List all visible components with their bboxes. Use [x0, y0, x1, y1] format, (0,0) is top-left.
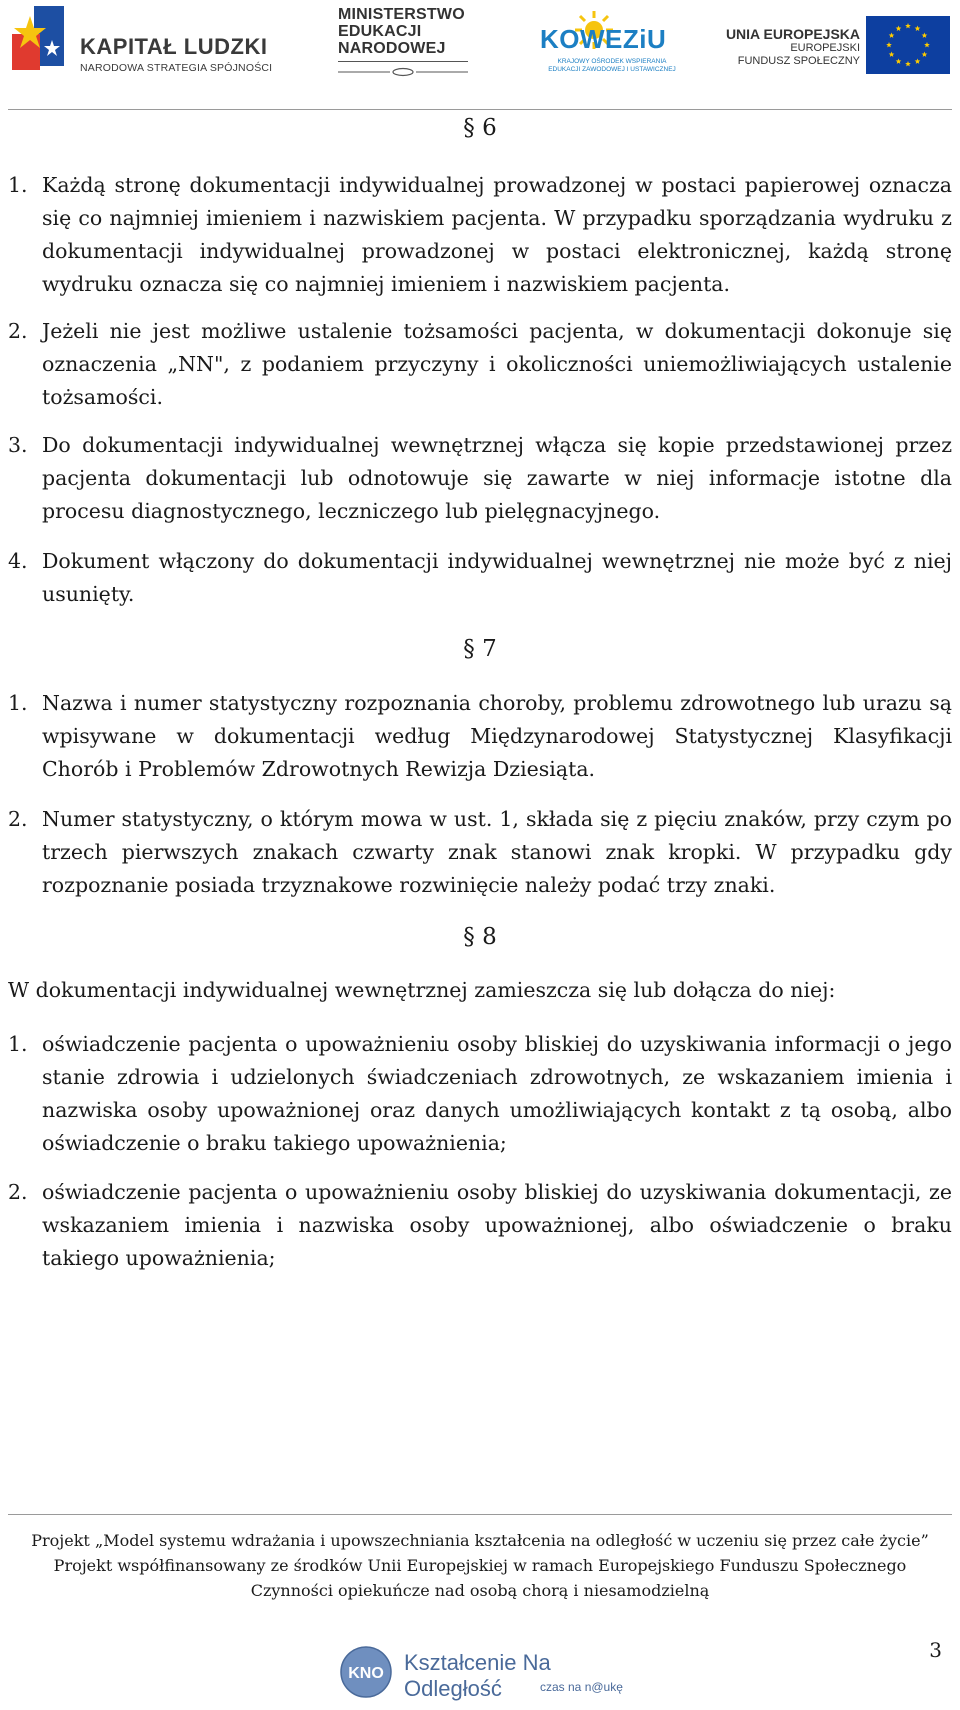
page-number: 3 — [929, 1638, 942, 1662]
section-7-item-1 — [8, 687, 952, 786]
kno-mark-text: KNO — [348, 1665, 384, 1682]
footer-funding-line: Projekt współfinansowany ze środków Unii Europejskiej w ramach Europejskiego Funduszu Społecznego — [53, 1556, 907, 1575]
kno-globe-icon — [340, 1646, 392, 1698]
kno-logo-subtitle: czas na n@ukę — [540, 1680, 623, 1694]
item-text: Numer statystyczny, o którym mowa w ust. 1, składa się z pięciu znaków, przy czym po trzech pierwszych znakach czwarty znak stanowi znak kropki. W przypadku gdy rozpoznanie posiada trzyznakowe rozwinięcie należy podać trzy znaki. — [42, 807, 952, 897]
ue-line1: UNIA EUROPEJSKA — [725, 26, 860, 42]
ue-line2: EUROPEJSKI — [790, 42, 860, 54]
item-text: Dokument włączony do dokumentacji indywidualnej wewnętrznej nie może być z niej usunięty. — [42, 549, 952, 606]
koweziu-subtitle-line2: EDUKACJI ZAWODOWEJ I USTAWICZNEJ — [548, 66, 676, 73]
kno-logo-title: Kształcenie Na Odległość — [404, 1650, 551, 1701]
section-6-item-4 — [8, 545, 952, 611]
header-divider — [8, 109, 952, 110]
eagle-ornament-icon — [338, 67, 468, 77]
kapital-ludzki-subtitle: NARODOWA STRATEGIA SPÓJNOŚCI — [80, 62, 273, 74]
ue-line3: FUNDUSZ SPOŁECZNY — [737, 55, 860, 67]
kapital-ludzki-title: KAPITAŁ LUDZKI — [80, 34, 268, 59]
kapital-ludzki-star-icon — [8, 6, 66, 74]
section-8-heading: § 8 — [463, 924, 497, 950]
koweziu-logo — [540, 6, 680, 102]
ue-logo — [720, 6, 952, 102]
ministerstwo-line3: NARODOWEJ — [338, 40, 446, 57]
ministerstwo-line2: EDUKACJI — [338, 23, 422, 40]
item-text: Każdą stronę dokumentacji indywidualnej prowadzonej w postaci papierowej oznacza się co najmniej imieniem i nazwiskiem pacjenta. W przypadku sporządzania wydruku z dokumentacji indywidualnej prowadzonej w postaci elektronicznej, każdą stronę wydruku oznacza się co najmniej imieniem i nazwiskiem pacjenta. — [42, 173, 952, 296]
item-number: 1. — [8, 173, 28, 197]
item-text: Jeżeli nie jest możliwe ustalenie tożsamości pacjenta, w dokumentacji dokonuje się oznaczenia „NN", z podaniem przyczyny i okoliczności uniemożliwiających ustalenie tożsamości. — [42, 319, 952, 409]
section-6-heading: § 6 — [463, 115, 497, 141]
koweziu-subtitle — [542, 58, 682, 74]
page-header — [0, 0, 960, 110]
footer-divider — [8, 1514, 952, 1515]
item-number: 1. — [8, 1032, 28, 1056]
section-7-heading: § 7 — [463, 636, 497, 662]
ministerstwo-logo — [338, 6, 478, 102]
item-text: oświadczenie pacjenta o upoważnieniu osoby bliskiej do uzyskiwania dokumentacji, ze wskazaniem imienia i nazwiska osoby upoważnionej, albo oświadczenie o braku takiego upoważnienia; — [42, 1180, 952, 1270]
ministerstwo-divider — [338, 61, 468, 62]
item-number: 2. — [8, 1180, 28, 1204]
section-8-intro: W dokumentacji indywidualnej wewnętrznej zamieszcza się lub dołącza do niej: — [8, 978, 836, 1002]
ministerstwo-line1: MINISTERSTWO — [338, 6, 465, 23]
eu-flag-icon — [866, 16, 950, 74]
item-text: Do dokumentacji indywidualnej wewnętrznej włącza się kopie przedstawionej przez pacjenta dokumentacji lub odnotowuje się zawarte w niej informacje istotne dla procesu diagnostycznego, leczniczego lub pielęgnacyjnego. — [42, 433, 952, 523]
section-6-item-2 — [8, 315, 952, 414]
ksztalcenie-na-odleglosc-logo — [340, 1642, 640, 1702]
koweziu-name: KOWEZiU — [540, 24, 667, 54]
kapital-ludzki-logo — [8, 6, 308, 102]
section-8-item-2 — [8, 1176, 952, 1275]
item-text: Nazwa i numer statystyczny rozpoznania choroby, problemu zdrowotnego lub urazu są wpisywane w dokumentacji według Międzynarodowej Statystycznej Klasyfikacji Chorób i Problemów Zdrowotnych Rewizja Dziesiąta. — [42, 691, 952, 781]
footer-course-line: Czynności opiekuńcze nad osobą chorą i niesamodzielną — [250, 1581, 710, 1600]
koweziu-subtitle-line1: KRAJOWY OŚRODEK WSPIERANIA — [557, 58, 667, 65]
section-6-item-3 — [8, 429, 952, 528]
item-number: 1. — [8, 691, 28, 715]
page-footer — [0, 1528, 960, 1603]
section-8-item-1 — [8, 1028, 952, 1160]
footer-project-line: Projekt „Model systemu wdrażania i upowszechniania kształcenia na odległość w uczeniu się przez całe życie” — [31, 1531, 929, 1550]
item-number: 2. — [8, 319, 28, 343]
item-number: 3. — [8, 433, 28, 457]
section-6-item-1 — [8, 169, 952, 301]
item-number: 2. — [8, 807, 28, 831]
section-7-item-2 — [8, 803, 952, 902]
item-text: oświadczenie pacjenta o upoważnieniu osoby bliskiej do uzyskiwania informacji o jego stanie zdrowia i udzielonych świadczeniach zdrowotnych, ze wskazaniem imienia i nazwiska osoby upoważnionej oraz danych umożliwiających kontakt z tą osobą, albo oświadczenie o braku takiego upoważnienia; — [42, 1032, 952, 1155]
item-number: 4. — [8, 549, 28, 573]
